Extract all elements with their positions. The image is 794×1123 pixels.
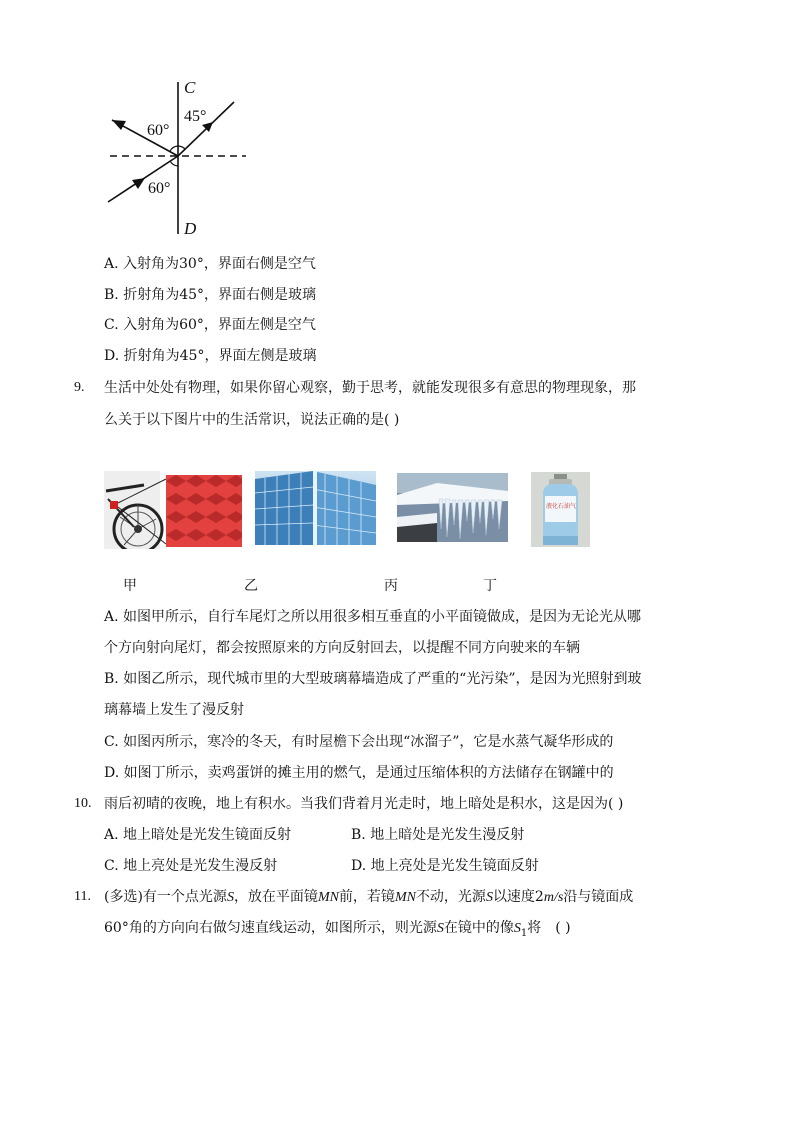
q11-number: 11.	[74, 889, 91, 904]
q8-option-b: B. 折射角为45°，界面右侧是玻璃	[104, 287, 317, 303]
angle-label-bottom-left: 60°	[148, 180, 171, 197]
q11-text: 不动，光源	[415, 889, 486, 905]
angle-arc-bottom	[170, 161, 178, 166]
q11-text: 沿与镜面成	[563, 889, 634, 905]
caption-bing: 丙	[384, 578, 398, 594]
q9-stem-line1: 生活中处处有物理，如果你留心观察，勤于思考，就能发现很多有意思的物理现象，那	[104, 380, 636, 396]
unit-mps: m/s	[543, 890, 564, 905]
q10-option-b: B. 地上暗处是光发生漫反射	[351, 827, 525, 843]
q8-option-c: C. 入射角为60°，界面左侧是空气	[104, 317, 316, 333]
q9-option-a-line2: 个方向射向尾灯，都会按照原来的方向反射回去，以提醒不同方向驶来的车辆	[104, 640, 580, 656]
q9-option-b-line2: 璃幕墙上发生了漫反射	[104, 702, 244, 718]
q9-option-d: D. 如图丁所示，卖鸡蛋饼的摊主用的燃气，是通过压缩体积的方法储存在钢罐中的	[104, 765, 614, 781]
angle-label-top-left: 60°	[147, 122, 170, 139]
q10-option-d: D. 地上亮处是光发生镜面反射	[351, 858, 539, 874]
q10-stem: 雨后初晴的夜晚，地上有积水。当我们背着月光走时，地上暗处是积水，这是因为( )	[104, 796, 624, 812]
q8-option-d: D. 折射角为45°，界面左侧是玻璃	[104, 348, 317, 364]
q9-number: 9.	[74, 380, 85, 395]
caption-yi: 乙	[244, 578, 258, 594]
q10-option-c: C. 地上亮处是光发生漫反射	[104, 858, 278, 874]
q11-text: 60°角的方向向右做匀速直线运动，如图所示，则光源	[104, 920, 437, 936]
refraction-diagram	[100, 76, 260, 241]
q11-stem-line1	[104, 887, 633, 908]
caption-ding: 丁	[483, 578, 497, 594]
q11-text: 以速度2	[492, 889, 544, 905]
icicles-photo	[397, 473, 508, 542]
gas-tank-label: 液化石油气	[546, 503, 577, 510]
bicycle-reflector-photo	[104, 471, 244, 549]
q11-text: 在镜中的像	[443, 920, 514, 936]
q11-text: ，放在平面镜	[233, 889, 318, 905]
var-mn: MN	[394, 890, 416, 905]
glass-curtain-wall-photo	[255, 471, 376, 545]
angle-arc-left	[170, 146, 178, 151]
q9-option-c: C. 如图丙所示，寒冷的冬天，有时屋檐下会出现“冰溜子”，它是水蒸气凝华形成的	[104, 734, 614, 750]
q9-stem-line2: 么关于以下图片中的生活常识，说法正确的是( )	[104, 412, 400, 428]
caption-jia: 甲	[123, 578, 137, 594]
var-mn: MN	[317, 890, 339, 905]
var-s1: S	[513, 921, 521, 936]
q11-stem-line2	[104, 918, 571, 944]
label-c: C	[184, 78, 196, 97]
var-s: S	[485, 890, 493, 905]
reflected-ray-arrow	[112, 120, 126, 130]
q8-option-a: A. 入射角为30°，界面右侧是空气	[104, 256, 316, 272]
incident-ray-arrow	[132, 178, 145, 189]
q11-text: 前，若镜	[338, 889, 395, 905]
var-s: S	[226, 890, 234, 905]
q9-option-b-line1: B. 如图乙所示，现代城市里的大型玻璃幕墙造成了严重的“光污染”，是因为光照射到玻	[104, 671, 642, 687]
label-d: D	[184, 219, 197, 238]
q11-text: (多选)有一个点光源	[104, 889, 227, 905]
angle-arc-right	[178, 146, 185, 149]
q10-number: 10.	[74, 796, 92, 811]
q10-option-a: A. 地上暗处是光发生镜面反射	[104, 827, 292, 843]
q9-option-a-line1: A. 如图甲所示，自行车尾灯之所以用很多相互垂直的小平面镜做成，是因为无论光从哪	[104, 609, 642, 625]
angle-label-top-right: 45°	[184, 108, 207, 125]
gas-tank-photo	[531, 472, 590, 547]
subscript-1: 1	[520, 927, 528, 939]
q11-text: 将 ( )	[527, 920, 571, 936]
var-s: S	[436, 921, 444, 936]
